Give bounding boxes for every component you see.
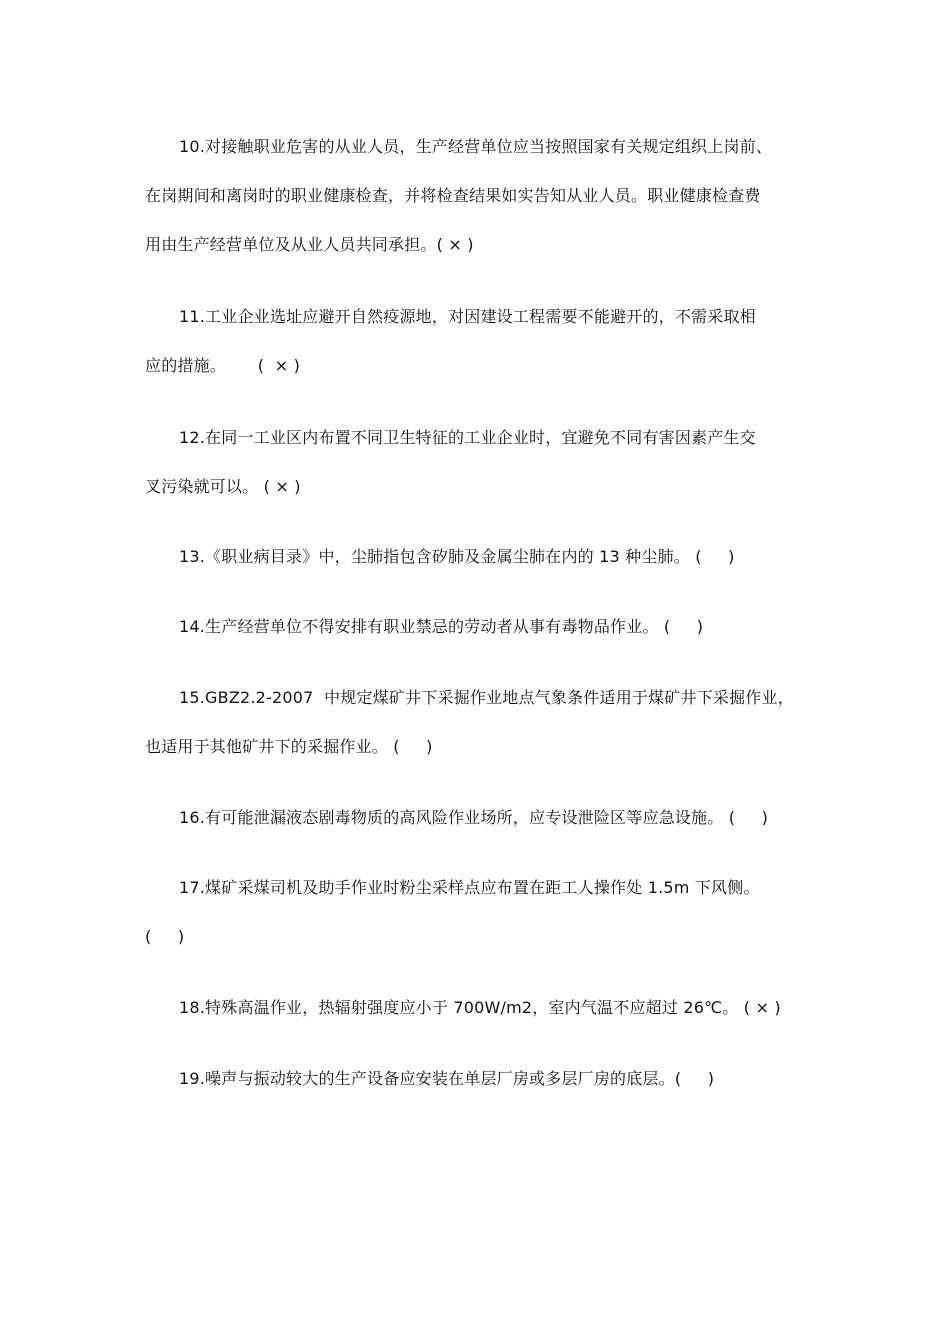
question-12	[145, 413, 813, 511]
question-13-line-1: 13.《职业病目录》中，尘肺指包含矽肺及金属尘肺在内的 13 种尘肺。 ( )	[179, 547, 735, 566]
question-18	[145, 983, 813, 1032]
question-12-line-1: 12.在同一工业区内布置不同卫生特征的工业企业时，宜避免不同有害因素产生交	[179, 428, 756, 447]
question-10-line-1: 10.对接触职业危害的从业人员，生产经营单位应当按照国家有关规定组织上岗前、	[179, 137, 773, 156]
question-15	[145, 673, 813, 771]
question-14-line-1: 14.生产经营单位不得安排有职业禁忌的劳动者从事有毒物品作业。 ( )	[179, 617, 704, 636]
question-19-line-1: 19.噪声与振动较大的生产设备应安装在单层厂房或多层厂房的底层。( )	[179, 1069, 715, 1088]
question-10-line-2: 在岗期间和离岗时的职业健康检查，并将检查结果如实告知从业人员。职业健康检查费	[145, 186, 761, 205]
question-17	[145, 863, 813, 961]
question-16-line-1: 16.有可能泄漏液态剧毒物质的高风险作业场所，应专设泄险区等应急设施。 ( )	[179, 808, 769, 827]
question-13	[145, 532, 813, 581]
question-10	[145, 122, 813, 269]
question-11-line-1: 11.工业企业选址应避开自然疫源地，对因建设工程需要不能避开的，不需采取相	[179, 307, 756, 326]
question-list	[145, 122, 813, 1103]
question-14	[145, 602, 813, 651]
question-12-line-2: 叉污染就可以。 ( × )	[145, 477, 301, 496]
question-18-line-1: 18.特殊高温作业，热辐射强度应小于 700W/m2，室内气温不应超过 26℃。 ( × )	[179, 998, 781, 1017]
question-11-line-2: 应的措施。 ( × )	[145, 356, 301, 375]
question-15-line-2: 也适用于其他矿井下的采掘作业。 ( )	[145, 737, 433, 756]
question-19	[145, 1054, 813, 1103]
question-17-line-2: ( )	[145, 927, 185, 946]
question-17-line-1: 17.煤矿采煤司机及助手作业时粉尘采样点应布置在距工人操作处 1.5m 下风侧。	[179, 878, 760, 897]
question-11	[145, 292, 813, 390]
question-10-line-3: 用由生产经营单位及从业人员共同承担。( × )	[145, 235, 474, 254]
question-16	[145, 793, 813, 842]
question-15-line-1: 15.GBZ2.2-2007 中规定煤矿井下采掘作业地点气象条件适用于煤矿井下采掘作业，	[179, 688, 794, 707]
